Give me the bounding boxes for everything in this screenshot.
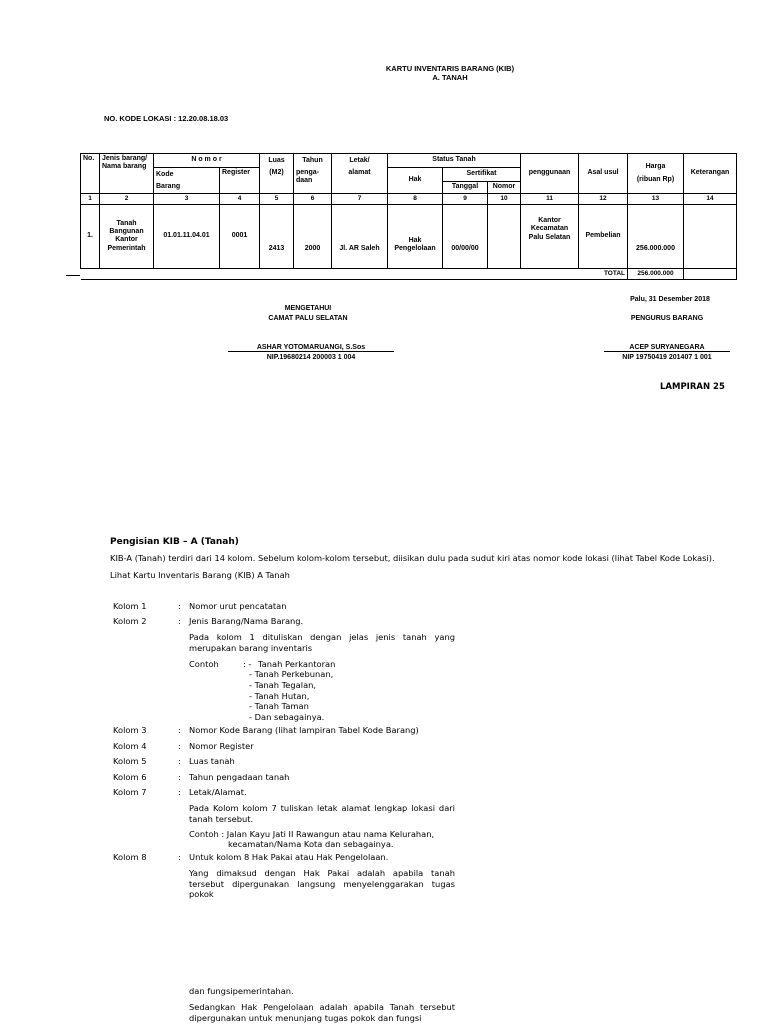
col-number-5: 5	[260, 194, 294, 205]
total-label: TOTAL	[81, 268, 628, 279]
cell-tahun: 2000	[294, 204, 332, 268]
kolom-5-colon: :	[178, 756, 181, 766]
card-title-line2: A. TANAH	[432, 73, 468, 82]
header-kode: Kode	[154, 168, 220, 182]
header-status: Status Tanah	[388, 154, 521, 168]
contoh-label: Contoh	[189, 659, 219, 669]
kolom-7-label: Kolom 7	[113, 787, 147, 797]
header-no: No.	[81, 154, 100, 194]
cell-keterangan	[684, 204, 737, 268]
header-sertifikat: Sertifikat	[443, 168, 521, 182]
table-row	[81, 204, 737, 268]
total-value: 256.000.000	[628, 268, 684, 279]
example-2: - Tanah Perkebunan,	[249, 669, 334, 679]
example-6: - Dan sebagainya.	[249, 712, 325, 722]
kolom-5-text: Luas tanah	[189, 756, 235, 766]
kolom-4-label: Kolom 4	[113, 741, 147, 751]
cell-kode: 01.01.11.04.01	[154, 204, 220, 268]
kolom-3-colon: :	[178, 725, 181, 735]
cell-no: 1.	[81, 204, 100, 268]
example-5: - Tanah Taman	[249, 701, 309, 711]
header-harga-unit: (ribuan Rp)	[636, 175, 675, 183]
col-number-7: 7	[332, 194, 388, 205]
cell-alamat: Jl. AR Saleh	[332, 204, 388, 268]
example-3: - Tanah Tegalan,	[249, 680, 317, 690]
kolom-8-desc: Yang dimaksud dengan Hak Pakai adalah apabila tanah tersebut dipergunakan langsung menyelenggarakan tugas pokok	[189, 868, 455, 899]
cell-harga: 256.000.000	[628, 204, 684, 268]
kolom-7-contoh-line1: Contoh : Jalan Kayu Jati II Rawangun atau nama Kelurahan,	[189, 829, 435, 839]
col-number-8: 8	[388, 194, 443, 205]
kolom-2-text: Jenis Barang/Nama Barang.	[189, 616, 304, 626]
cell-tanggal: 00/00/00	[443, 204, 488, 268]
kolom-8-label: Kolom 8	[113, 852, 147, 862]
header-tanggal: Tanggal	[443, 182, 488, 194]
guide-heading: Pengisian KIB – A (Tanah)	[110, 537, 239, 547]
example-4: - Tanah Hutan,	[249, 691, 310, 701]
kolom-7-colon: :	[178, 787, 181, 797]
col-number-11: 11	[521, 194, 579, 205]
kolom-8-text: Untuk kolom 8 Hak Pakai atau Hak Pengelolaan.	[189, 852, 389, 862]
header-nomor-sertifikat: Nomor	[488, 182, 521, 194]
kolom-3-label: Kolom 3	[113, 725, 147, 735]
header-luas: Luas	[260, 154, 294, 168]
header-jenis: Jenis barang/ Nama barang	[100, 154, 154, 194]
kolom-8-continuation: dan fungsipemerintahan.	[189, 986, 294, 996]
header-letak: Letak/	[332, 154, 388, 168]
header-barang: Barang	[154, 182, 220, 194]
left-signer-nip: NIP.19680214 200003 1 004	[266, 354, 356, 361]
guide-intro1: KIB-A (Tanah) terdiri dari 14 kolom. Sebelum kolom-kolom tersebut, diisikan dulu pada sudut kiri atas nomor kode lokasi (lihat Tabel Kode Lokasi).	[110, 553, 715, 563]
kolom-6-label: Kolom 6	[113, 772, 147, 782]
col-number-10: 10	[488, 194, 521, 205]
right-signer-title: PENGURUS BARANG	[630, 315, 704, 322]
col-number-1: 1	[81, 194, 100, 205]
left-signer-title2: CAMAT PALU SELATAN	[268, 315, 348, 322]
contoh-colon: : -	[243, 659, 252, 669]
card-title-line1: KARTU INVENTARIS BARANG (KIB)	[385, 64, 515, 73]
kolom-1-label: Kolom 1	[113, 601, 147, 611]
example-1: Tanah Perkantoran	[258, 659, 336, 669]
cell-hak: Hak Pengelolaan	[388, 204, 443, 268]
cell-register: 0001	[220, 204, 260, 268]
kolom-7-contoh-line2: kecamatan/Nama Kota dan sebagainya.	[228, 839, 394, 849]
col-number-13: 13	[628, 194, 684, 205]
kolom-4-colon: :	[178, 741, 181, 751]
card-title	[360, 64, 540, 82]
col-number-2: 2	[100, 194, 154, 205]
inventory-table	[80, 153, 737, 280]
place-date: Palu, 31 Desember 2018	[630, 296, 710, 303]
kolom-2-desc: Pada kolom 1 dituliskan dengan jelas jenis tanah yang merupakan barang inventaris	[189, 632, 455, 653]
cell-nomor	[488, 204, 521, 268]
col-number-3: 3	[154, 194, 220, 205]
col-number-14: 14	[684, 194, 737, 205]
left-signer-name: ASHAR YOTOMARUANGI, S.Sos	[228, 344, 394, 352]
kolom-1-text: Nomor urut pencatatan	[189, 601, 287, 611]
col-number-6: 6	[294, 194, 332, 205]
kolom-4-text: Nomor Register	[189, 741, 254, 751]
kolom-6-colon: :	[178, 772, 181, 782]
kolom-6-text: Tahun pengadaan tanah	[189, 772, 290, 782]
header-asal: Asal usul	[579, 154, 628, 194]
kolom-7-desc: Pada Kolom kolom 7 tuliskan letak alamat lengkap lokasi dari tanah tersebut.	[189, 803, 455, 824]
cell-jenis: Tanah Bangunan Kantor Pemerintah	[100, 204, 154, 268]
cell-luas: 2413	[260, 204, 294, 268]
header-m2: (M2)	[260, 168, 294, 194]
location-code: NO. KODE LOKASI : 12.20.08.18.03	[104, 114, 229, 123]
kolom-5-label: Kolom 5	[113, 756, 147, 766]
kolom-8-colon: :	[178, 852, 181, 862]
header-harga-label: Harga	[645, 163, 666, 171]
header-tahun: Tahun	[294, 154, 332, 168]
right-signer-name: ACEP SURYANEGARA	[604, 344, 730, 352]
header-keterangan: Keterangan	[684, 154, 737, 194]
kolom-3-text: Nomor Kode Barang (lihat lampiran Tabel Kode Barang)	[189, 725, 419, 735]
col-number-12: 12	[579, 194, 628, 205]
header-alamat: alamat	[332, 168, 388, 194]
guide-intro2: Lihat Kartu Inventaris Barang (KIB) A Tanah	[110, 570, 290, 580]
cell-penggunaan: Kantor Kecamatan Palu Selatan	[521, 204, 579, 268]
kolom-8-desc2: Sedangkan Hak Pengelolaan adalah apabila Tanah tersebut dipergunakan untuk menunjang tugas pokok dan fungsi	[189, 1002, 455, 1023]
col-number-9: 9	[443, 194, 488, 205]
total-empty	[684, 268, 737, 279]
lampiran-label: LAMPIRAN 25	[660, 382, 725, 392]
kolom-1-colon: :	[178, 601, 181, 611]
header-register: Register	[220, 168, 260, 194]
header-nomor: N o m o r	[154, 154, 260, 168]
cell-asal: Pembelian	[579, 204, 628, 268]
kolom-7-text: Letak/Alamat.	[189, 787, 247, 797]
header-penggunaan: penggunaan	[521, 154, 579, 194]
col-number-4: 4	[220, 194, 260, 205]
kolom-2-colon: :	[178, 616, 181, 626]
kolom-2-label: Kolom 2	[113, 616, 147, 626]
header-hak: Hak	[388, 168, 443, 194]
header-pengadaan: penga- daan	[294, 168, 332, 194]
right-signer-nip: NIP 19750419 201407 1 001	[622, 354, 712, 361]
left-signer-title1: MENGETAHUI	[284, 305, 332, 312]
table-rule-left	[66, 275, 80, 276]
header-harga	[628, 154, 684, 194]
